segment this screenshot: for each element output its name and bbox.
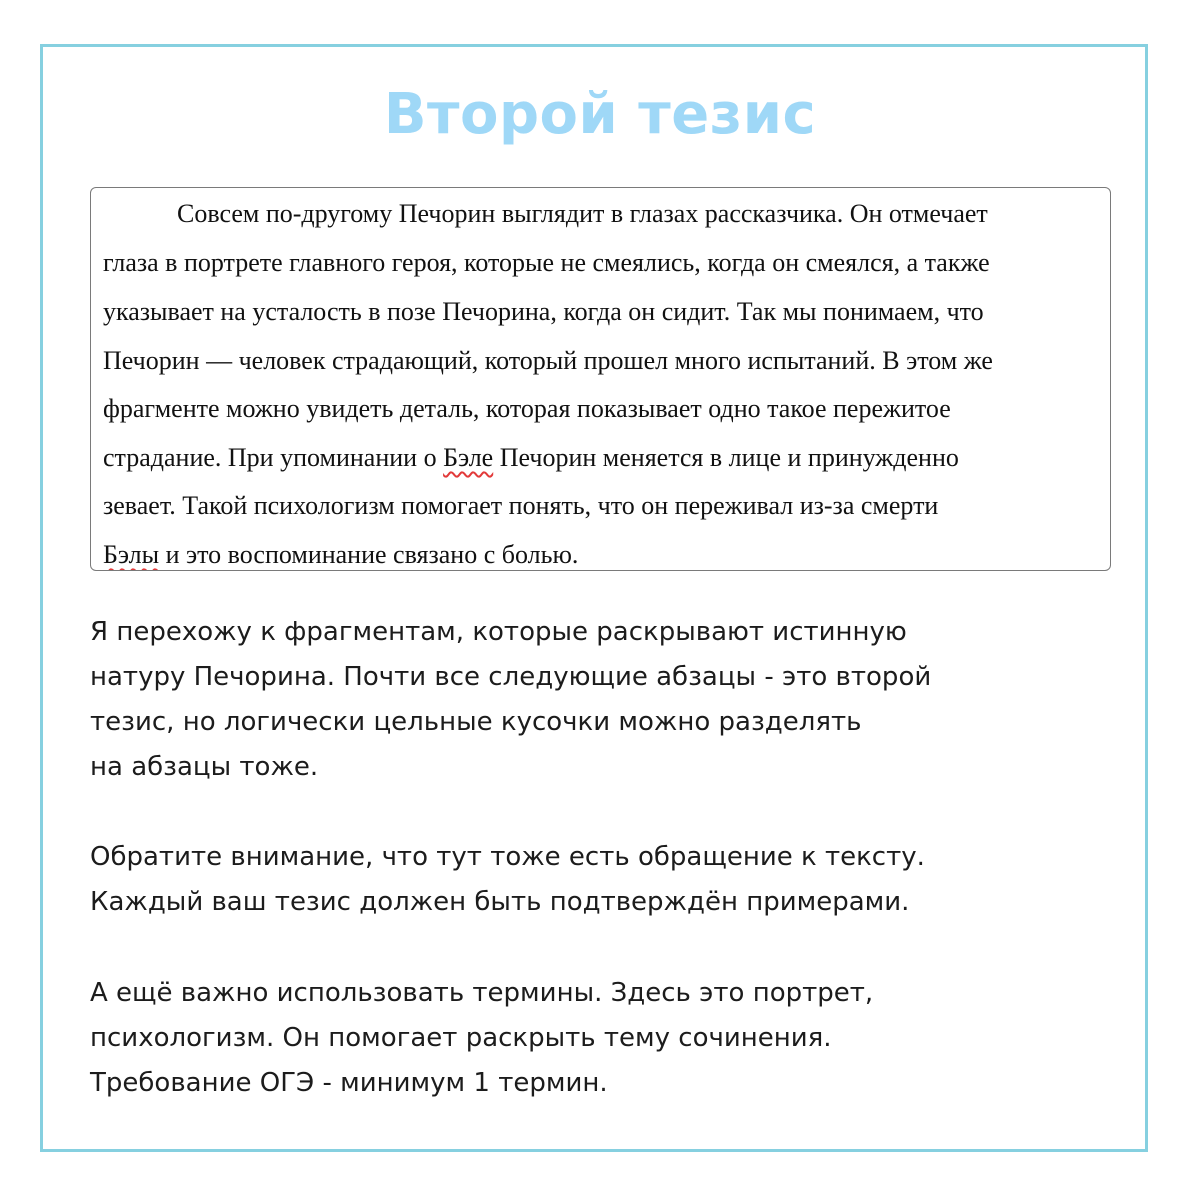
paragraph-line: Требование ОГЭ - минимум 1 термин. <box>90 1068 608 1098</box>
paragraph-line: А ещё важно использовать термины. Здесь это портрет, <box>90 978 874 1008</box>
paragraph-line: на абзацы тоже. <box>90 752 319 782</box>
paragraph-line: натуру Печорина. Почти все следующие абзацы - это второй <box>90 662 932 692</box>
excerpt-line: указывает на усталость в позе Печорина, когда он сидит. Так мы понимаем, что <box>103 297 984 326</box>
excerpt-line <box>103 443 959 473</box>
excerpt-line: зевает. Такой психологизм помогает понять, что он переживал из-за смерти <box>103 491 939 520</box>
excerpt-text: Печорин меняется в лице и принужденно <box>493 443 959 472</box>
excerpt-line <box>103 540 578 570</box>
paragraph-line: Каждый ваш тезис должен быть подтверждён примерами. <box>90 887 910 917</box>
spellcheck-flagged-word: Бэле <box>443 443 494 472</box>
paragraph-line: Обратите внимание, что тут тоже есть обращение к тексту. <box>90 842 925 872</box>
paragraph-line: тезис, но логически цельные кусочки можно разделять <box>90 707 862 737</box>
page-title: Второй тезис <box>383 82 817 147</box>
essay-excerpt-box <box>90 187 1111 571</box>
excerpt-line: Печорин — человек страдающий, который прошел много испытаний. В этом же <box>103 346 993 375</box>
paragraph-line: психологизм. Он помогает раскрыть тему сочинения. <box>90 1023 832 1053</box>
excerpt-line: Совсем по-другому Печорин выглядит в глазах рассказчика. Он отмечает <box>177 199 988 228</box>
spellcheck-flagged-word: Бэлы <box>103 540 160 569</box>
paragraph-line: Я перехожу к фрагментам, которые раскрывают истинную <box>90 617 907 647</box>
excerpt-text: и это воспоминание связано с болью. <box>159 540 579 569</box>
excerpt-text: страдание. При упоминании о <box>103 443 444 472</box>
excerpt-line: глаза в портрете главного героя, которые не смеялись, когда он смеялся, а также <box>103 248 990 277</box>
excerpt-line: фрагменте можно увидеть деталь, которая показывает одно такое пережитое <box>103 394 951 423</box>
